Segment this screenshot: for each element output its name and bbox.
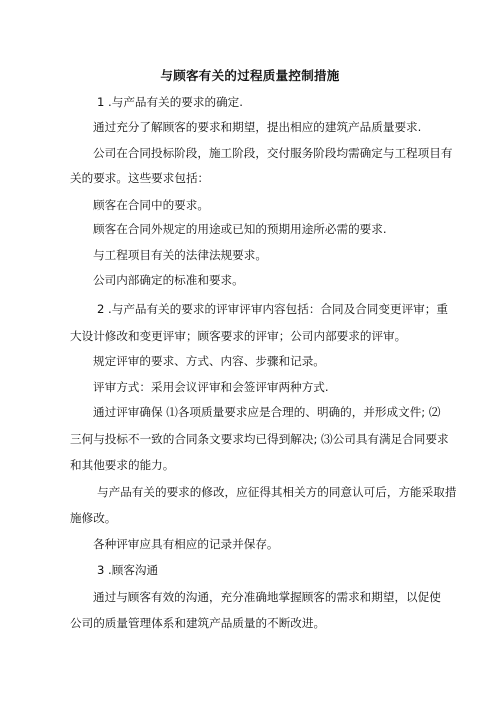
paragraph-line: 2 .与产品有关的要求的评审评审内容包括：合同及合同变更评审；重 xyxy=(97,302,448,316)
paragraph-line: 关的要求。这些要求包括： xyxy=(70,171,210,185)
paragraph-line: 各种评审应具有相应的记录并保存。 xyxy=(93,537,279,551)
paragraph-line: 和其他要求的能力。 xyxy=(70,458,175,472)
paragraph-line: 通过充分了解顾客的要求和期望，提出相应的建筑产品质量要求. xyxy=(93,120,422,134)
paragraph-line: 规定评审的要求、方式、内容、步骤和记录。 xyxy=(93,354,325,368)
paragraph-line: 评审方式：采用会议评审和会签评审两种方式. xyxy=(93,380,329,394)
paragraph-line: 通过与顾客有效的沟通，充分准确地掌握顾客的需求和期望，以促使 xyxy=(93,590,441,604)
paragraph-line: 大设计修改和变更评审；顾客要求的评审；公司内部要求的评审。 xyxy=(70,329,407,343)
paragraph-line: 顾客在合同中的要求。 xyxy=(93,198,209,212)
paragraph-line: 与工程项目有关的法律法规要求。 xyxy=(93,248,267,262)
paragraph-line: 1 .与产品有关的要求的确定. xyxy=(97,95,243,109)
paragraph-line: 顾客在合同外规定的用途或已知的预期用途所必需的要求. xyxy=(93,222,387,236)
paragraph-line: 三何与投标不一致的合同条文要求均已得到解决; ⑶公司具有满足合同要求 xyxy=(70,432,449,446)
paragraph-line: 3 .顾客沟通 xyxy=(97,563,159,577)
paragraph-line: 通过评审确保 ⑴各项质量要求应是合理的、明确的，并形成文件; ⑵ xyxy=(93,405,441,419)
document-title: 与顾客有关的过程质量控制措施 xyxy=(160,68,340,83)
paragraph-line: 公司在合同投标阶段，施工阶段，交付服务阶段均需确定与工程项目有 xyxy=(93,146,453,160)
paragraph-line: 与产品有关的要求的修改，应征得其相关方的同意认可后，方能采取措 xyxy=(97,485,457,499)
paragraph-line: 公司内部确定的标准和要求。 xyxy=(93,273,244,287)
paragraph-line: 公司的质量管理体系和建筑产品质量的不断改进。 xyxy=(70,616,326,630)
paragraph-line: 施修改。 xyxy=(70,511,117,525)
